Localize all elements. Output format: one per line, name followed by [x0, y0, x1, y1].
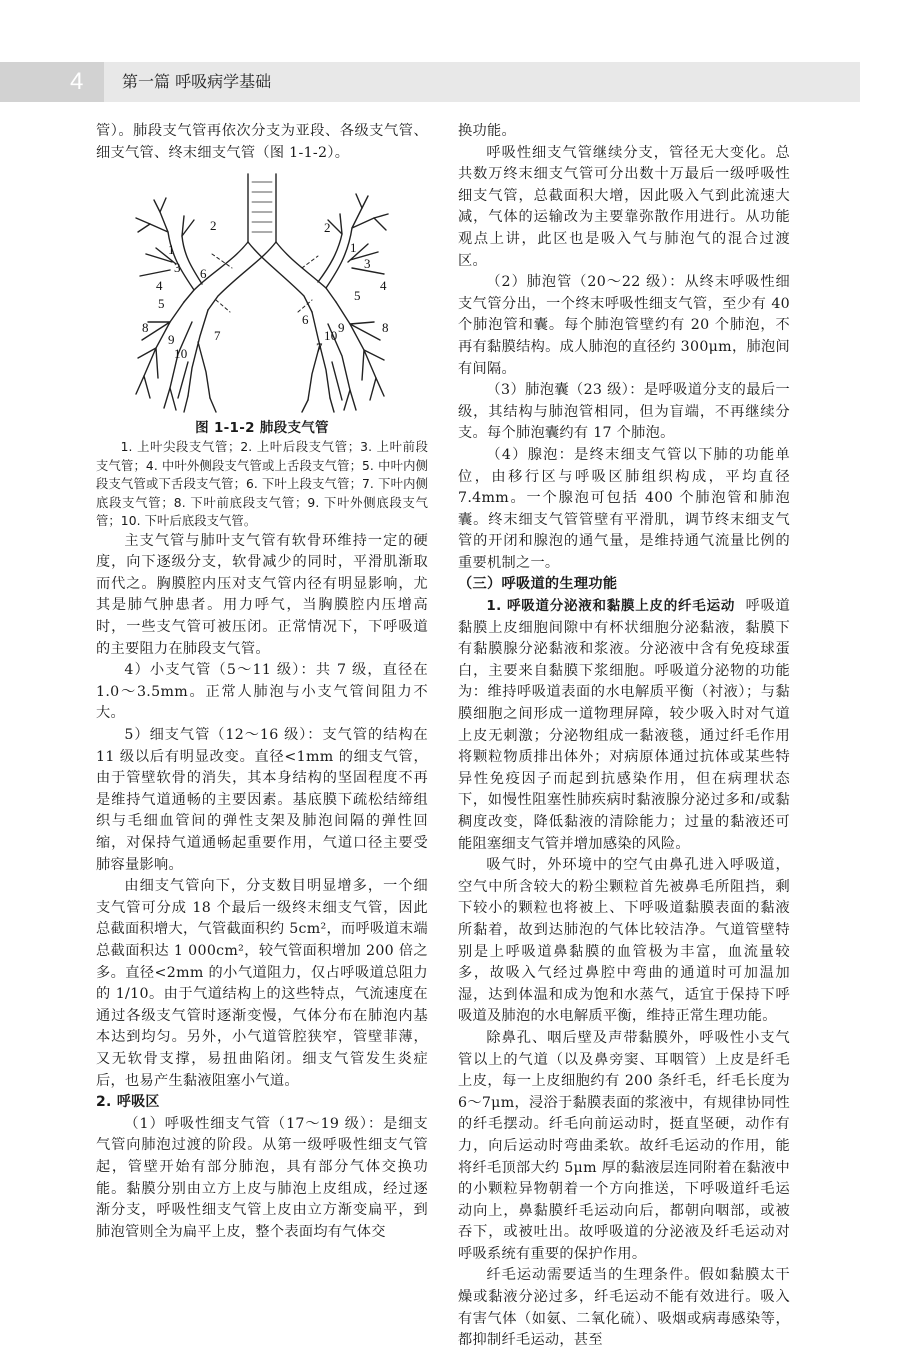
- paragraph: （2）肺泡管（20～22 级）：从终末呼吸性细支气管分出，一个终末呼吸性细支气管，至少有 40 个肺泡管和囊。每个肺泡管壁约有 20 个肺泡，不再有黏膜结构。成人肺泡的直径约 300μm，肺泡间有间隔。: [458, 274, 790, 377]
- segment-label: 2: [324, 220, 331, 236]
- figure: [96, 172, 428, 531]
- segment-label: 4: [156, 278, 163, 294]
- segment-label: 1: [168, 242, 175, 258]
- paragraph: （4）腺泡：是终末细支气管以下肺的功能单位，由移行区与呼吸区肺组织构成，平均直径 7.4mm。一个腺泡可包括 400 个肺泡管和肺泡囊。终末细支气管管壁有平滑肌，调节终末细支气管的开闭和腺泡的通气量，是维持通气流量比例的重要机制之一。: [458, 446, 790, 571]
- segment-label: 3: [174, 260, 181, 276]
- segment-label: 3: [364, 256, 371, 272]
- paragraph: [458, 596, 790, 855]
- segment-label: 1: [350, 240, 357, 256]
- segment-label: 2: [210, 218, 217, 234]
- paragraph: 除鼻孔、咽后壁及声带黏膜外，呼吸性小支气管以上的气道（以及鼻旁窦、耳咽管）上皮是纤毛上皮，每一上皮细胞约有 200 条纤毛，纤毛长度为 6～7μm，浸浴于黏膜表面的浆液中，有规律协同性的纤毛摆动。纤毛向前运动时，挺直坚硬，动作有力，向后运动时弯曲柔软。故纤毛运动的作用，能将纤毛顶部大约 5μm 厚的黏液层连同附着在黏液中的小颗粒异物朝着一个方向推送，下呼吸道纤毛运动向上，鼻黏膜纤毛运动向后，都朝向咽部，或被吞下，或被吐出。故呼吸道的分泌液及纤毛运动对呼吸系统有重要的保护作用。: [458, 1029, 790, 1262]
- paragraph: 呼吸性细支气管继续分支，管径无大变化。总共数万终末细支气管可分出数十万最后一级呼吸性细支气管，总截面积大增，因此吸入气到此流速大减，气体的运输改为主要靠弥散作用进行。从功能观点上讲，此区也是吸入气与肺泡气的混合过渡区。: [458, 144, 790, 269]
- segment-label: 6: [200, 266, 207, 282]
- paragraph: 换功能。: [458, 123, 516, 139]
- paragraph: （1）呼吸性细支气管（17～19 级）：是细支气管向肺泡过渡的阶段。从第一级呼吸性细支气管起，管壁开始有部分肺泡，具有部分气体交换功能。黏膜分别由立方上皮与肺泡上皮组成，经过逐渐分支，呼吸性细支气管上皮由立方渐变扁平，到肺泡管则全为扁平上皮，整个表面均有气体交: [96, 1115, 428, 1240]
- paragraph: 主支气管与肺叶支气管有软骨环维持一定的硬度，向下逐级分支，软骨减少的同时，平滑肌渐取而代之。胸膜腔内压对支气管内径有明显影响，尤其是肺气肿患者。用力呼气，当胸膜腔内压增高时，一些支气管可被压闭。正常情况下，下呼吸道的主要阻力在肺段支气管。: [96, 532, 428, 657]
- paragraph: 吸气时，外环境中的空气由鼻孔进入呼吸道，空气中所含较大的粉尘颗粒首先被鼻毛所阻挡，剩下较小的颗粒也将被上、下呼吸道黏膜表面的黏液所黏着，故到达肺泡的气体比较洁净。气道管壁特别是上呼吸道鼻黏膜的血管极为丰富，血流量较多，故吸入气经过鼻腔中弯曲的通道时可加温加湿，达到体温和成为饱和水蒸气，适宜于保持下呼吸道及肺泡的水电解质平衡，维持正常生理功能。: [458, 857, 790, 1025]
- segment-label: 8: [142, 320, 149, 336]
- segment-label: 7: [214, 328, 221, 344]
- segment-label: 6: [302, 312, 309, 328]
- subsection-heading: 1. 呼吸道分泌液和黏膜上皮的纤毛运动: [486, 598, 736, 615]
- segment-label: 5: [158, 296, 165, 312]
- bronchial-tree-illustration: [112, 172, 412, 416]
- chapter-title: 第一篇 呼吸病学基础: [122, 72, 272, 91]
- figure-title: 图 1-1-2 肺段支气管: [195, 420, 329, 437]
- segment-label: 7: [316, 340, 323, 356]
- section-heading: （三）呼吸道的生理功能: [458, 576, 618, 593]
- left-column: [96, 121, 428, 1243]
- segment-label: 9: [338, 320, 345, 336]
- segment-label: 10: [174, 346, 188, 362]
- figure-caption: 1. 上叶尖段支气管；2. 上叶后段支气管；3. 上叶前段支气管；4. 中叶外侧段支气管或上舌段支气管；5. 中叶内侧段支气管或下舌段支气管；6. 下叶上段支气管；7. 下叶内侧底段支气管；8. 下叶前底段支气管；9. 下叶外侧底段支气管；10. 下叶后底段支气管。: [96, 440, 428, 529]
- right-column: [458, 121, 790, 1352]
- segment-label: 4: [380, 278, 387, 294]
- section-heading: 2. 呼吸区: [96, 1094, 160, 1111]
- paragraph: （3）肺泡囊（23 级）：是呼吸道分支的最后一级，其结构与肺泡管相同，但为盲端，不再继续分支。每个肺泡囊约有 17 个肺泡。: [458, 382, 790, 442]
- segment-label: 5: [354, 288, 361, 304]
- segment-label: 8: [382, 320, 389, 336]
- segment-label: 10: [324, 328, 338, 344]
- paragraph: 由细支气管向下，分支数目明显增多，一个细支气管可分成 18 个最后一级终末细支气管，因此总截面积增大，气管截面积约 5cm²，而呼吸道末端总截面积达 1 000cm²，较气管面积增加 200 倍之多。直径<2mm 的小气道阻力，仅占呼吸道总阻力的 1/10。由于气道结构上的这些特点，气流速度在通过各级支气管时逐渐变慢，气体分布在肺泡内基本达到均匀。另外，小气道管腔狭窄，管壁菲薄，又无软骨支撑，易扭曲陷闭。细支气管发生炎症后，也易产生黏液阻塞小气道。: [96, 878, 428, 1089]
- paragraph: 5）细支气管（12～16 级）：支气管的结构在 11 级以后有明显改变。直径<1mm 的细支气管，由于管壁软骨的消失，其本身结构的坚固程度不再是维持气道通畅的主要因素。基底膜下疏松结缔组织与毛细血管间的弹性支架及肺泡间隔的弹性回缩，对保持气道通畅起重要作用，气道口径主要受肺容量影响。: [96, 727, 428, 873]
- paragraph: 纤毛运动需要适当的生理条件。假如黏膜太干燥或黏液分泌过多，纤毛运动不能有效进行。吸入有害气体（如氨、二氧化硫）、吸烟或病毒感染等，都抑制纤毛运动，甚至: [458, 1267, 790, 1349]
- page-number: 4: [70, 68, 84, 95]
- paragraph: 管）。肺段支气管再依次分支为亚段、各级支气管、细支气管、终末细支气管（图 1-1-2）。: [96, 123, 428, 161]
- paragraph-text: 呼吸道黏膜上皮细胞间隙中有杯状细胞分泌黏液，黏膜下有黏膜腺分泌黏液和浆液。分泌液中含有免疫球蛋白，主要来自黏膜下浆细胞。呼吸道分泌物的功能为：维持呼吸道表面的水电解质平衡（衬液）；与黏膜细胞之间形成一道物理屏障，较少吸入时对气道上皮无刺激；分泌物组成一黏液毯，通过纤毛作用将颗粒物质排出体外；对病原体通过抗体或某些特异性免疫因子而起到抗感染作用，但在病理状态下，如慢性阻塞性肺疾病时黏液腺分泌过多和/或黏稠度改变，降低黏液的清除能力；过量的黏液还可能阻塞细支气管并增加感染的风险。: [458, 598, 791, 852]
- segment-label: 9: [168, 332, 175, 348]
- paragraph: 4）小支气管（5～11 级）：共 7 级，直径在 1.0～3.5mm。正常人肺泡与小支气管间阻力不大。: [96, 662, 428, 722]
